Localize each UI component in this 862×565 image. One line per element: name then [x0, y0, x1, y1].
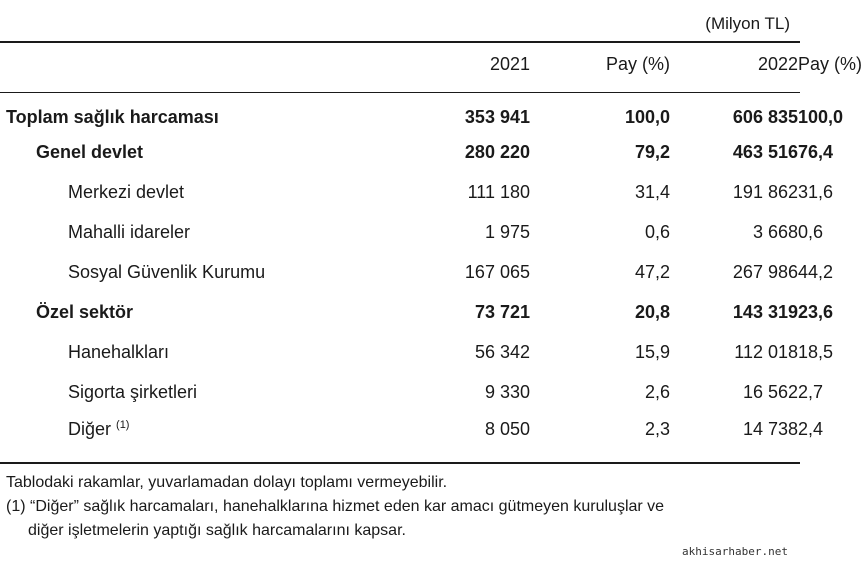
row-label: Özel sektör [36, 301, 134, 322]
table-row [0, 212, 800, 252]
table-row [0, 292, 800, 332]
table-row [0, 332, 800, 372]
table-row [0, 92, 800, 132]
share-2022: 31,6 [798, 181, 834, 202]
share-2021: 47,2 [634, 261, 670, 282]
value-2021: 56 342 [474, 341, 530, 362]
share-2021: 20,8 [634, 301, 670, 322]
share-2022: 100,0 [798, 106, 844, 127]
table-top-rule [0, 41, 800, 43]
footnote-marker: (1) [116, 418, 130, 431]
row-label: Mahalli idareler [68, 221, 191, 242]
footnote-1-line-1: (1) “Diğer” sağlık harcamaları, hanehalklarına hizmet eden kar amacı gütmeyen kuruluşlar ve [6, 498, 665, 515]
footnotes [6, 471, 796, 543]
rounding-note: Tablodaki rakamlar, yuvarlamadan dolayı toplamı vermeyebilir. [6, 474, 448, 491]
value-2022: 3 668 [752, 221, 798, 242]
row-label: Sosyal Güvenlik Kurumu [68, 261, 266, 282]
table-row [0, 172, 800, 212]
value-2022: 463 516 [732, 141, 798, 162]
value-2021: 1 975 [484, 221, 530, 242]
unit-label: (Milyon TL) [705, 14, 790, 33]
value-2021: 353 941 [464, 106, 530, 127]
table-row [0, 252, 800, 292]
table-row [0, 372, 800, 412]
header-share-2021: Pay (%) [605, 54, 670, 74]
table-row [0, 412, 800, 446]
share-2022: 44,2 [798, 261, 834, 282]
health-expenditure-table [0, 54, 862, 446]
row-label: Hanehalkları [68, 341, 170, 362]
share-2021: 100,0 [624, 106, 670, 127]
share-2021: 15,9 [634, 341, 670, 362]
row-label-cell [0, 412, 412, 446]
share-2021: 79,2 [634, 141, 670, 162]
row-label: Toplam sağlık harcaması [6, 106, 219, 127]
header-2021: 2021 [489, 54, 530, 74]
row-label: Genel devlet [36, 141, 144, 162]
share-2022: 76,4 [798, 141, 834, 162]
share-2021: 31,4 [634, 181, 670, 202]
share-2022: 2,7 [798, 381, 824, 402]
value-2021: 9 330 [484, 381, 530, 402]
value-2022: 112 018 [734, 341, 798, 362]
value-2021: 280 220 [464, 141, 530, 162]
header-2022: 2022 [757, 54, 798, 74]
value-2022: 191 862 [732, 181, 798, 202]
watermark: akhisarhaber.net [682, 545, 788, 558]
share-2022: 0,6 [798, 221, 824, 242]
value-2021: 73 721 [474, 301, 530, 322]
header-label [0, 54, 412, 92]
row-label: Diğer [68, 418, 112, 439]
value-2022: 606 835 [732, 106, 798, 127]
share-2022: 2,4 [798, 418, 824, 439]
table-row [0, 132, 800, 172]
header-share-2022: Pay (%) [798, 54, 862, 74]
value-2021: 8 050 [484, 418, 530, 439]
share-2021: 2,6 [644, 381, 670, 402]
table-header [0, 54, 862, 92]
value-2022: 267 986 [732, 261, 798, 282]
row-label: Sigorta şirketleri [68, 381, 198, 402]
header-row [0, 54, 800, 92]
value-2022: 143 319 [732, 301, 798, 322]
share-2022: 23,6 [798, 301, 834, 322]
share-2021: 0,6 [644, 221, 670, 242]
value-2021: 111 180 [467, 181, 530, 202]
value-2022: 14 738 [742, 418, 798, 439]
share-2022: 18,5 [798, 341, 834, 362]
value-2022: 16 562 [742, 381, 798, 402]
value-2021: 167 065 [464, 261, 530, 282]
table-body [0, 92, 844, 446]
share-2021: 2,3 [644, 418, 670, 439]
row-label: Merkezi devlet [68, 181, 185, 202]
table-bottom-rule [0, 462, 800, 464]
footnote-1-line-2: diğer işletmelerin yaptığı sağlık harcamalarını kapsar. [28, 522, 406, 539]
